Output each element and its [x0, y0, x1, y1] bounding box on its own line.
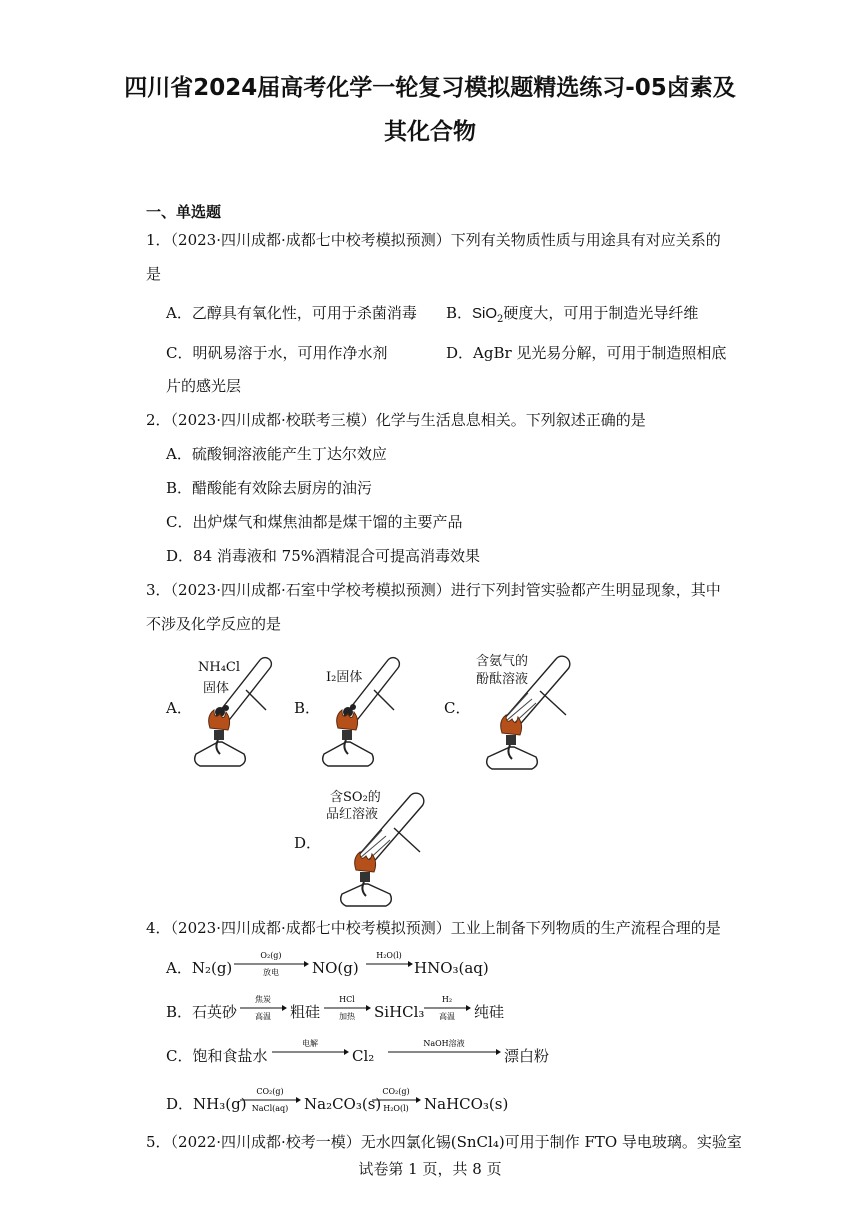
q4-b-arrow2-above: HCl — [339, 995, 355, 1004]
alcohol-lamp — [487, 735, 538, 769]
q4-b-arrow-2 — [322, 992, 372, 1022]
q1-b-formula: SiO — [472, 305, 498, 322]
section-heading: 一、单选题 — [146, 203, 222, 221]
q1-b-sub: 2 — [497, 314, 504, 325]
test-tube — [343, 658, 400, 727]
q4-a-mid: NO(g) — [312, 959, 359, 977]
q2-option-d: D．84 消毒液和 75%酒精混合可提高消毒效果 — [166, 547, 480, 565]
q4-c-end: 漂白粉 — [504, 1047, 550, 1065]
apparatus-a-figure — [180, 650, 280, 770]
q4-a-arrow-1 — [232, 948, 310, 978]
q4-d-arrow2-above: CO₂(g) — [382, 1087, 410, 1096]
q2-option-b: B．醋酸能有效除去厨房的油污 — [166, 479, 373, 497]
q4-a-prefix: A．N₂(g) — [166, 959, 233, 977]
q4-a-arrow2-above: H₂O(l) — [376, 951, 402, 960]
q3-d-label-2: 品红溶液 — [326, 807, 379, 822]
q4-c-prefix: C．饱和食盐水 — [166, 1047, 268, 1065]
q4-b-end: 纯硅 — [474, 1003, 505, 1021]
page-footer: 试卷第 1 页，共 8 页 — [358, 1160, 502, 1178]
q4-b-arrow3-below: 高温 — [439, 1012, 455, 1021]
q4-d-arrow1-above: CO₂(g) — [256, 1087, 284, 1096]
q4-c-arrow-2 — [386, 1036, 502, 1066]
q4-c-arrow2-above: NaOH溶液 — [423, 1039, 465, 1048]
q4-d-end: NaHCO₃(s) — [424, 1095, 509, 1113]
q4-d-mid: Na₂CO₃(s) — [304, 1095, 382, 1113]
q1-stem-line1: 1．（2023·四川成都·成都七中校考模拟预测）下列有关物质性质与用途具有对应关系的 — [146, 231, 721, 249]
q4-c-arrow-1 — [270, 1036, 350, 1066]
q4-b-arrow1-below: 高温 — [255, 1012, 271, 1021]
q4-d-arrow-2 — [370, 1084, 422, 1114]
q2-stem: 2．（2023·四川成都·校联考三模）化学与生活息息相关。下列叙述正确的是 — [146, 411, 646, 429]
q3-option-a-letter: A． — [166, 699, 192, 717]
q4-a-end: HNO₃(aq) — [414, 959, 489, 977]
q3-option-c-letter: C． — [444, 699, 471, 717]
q3-stem-line2: 不涉及化学反应的是 — [146, 615, 282, 633]
flame — [355, 852, 376, 872]
alcohol-lamp — [195, 730, 246, 766]
q4-a-arrow1-below: 放电 — [263, 968, 279, 977]
q3-c-label-1: 含氨气的 — [476, 654, 529, 669]
q3-c-label-2: 酚酞溶液 — [476, 672, 529, 687]
title-line-2: 其化合物 — [384, 119, 476, 145]
q4-a-arrow-2 — [364, 948, 414, 978]
q4-c-arrow1-above: 电解 — [302, 1039, 318, 1048]
q1-b-text: 硬度大，可用于制造光导纤维 — [503, 304, 699, 322]
q3-a-label-1: NH₄Cl — [198, 660, 241, 675]
q1-option-a: A．乙醇具有氧化性，可用于杀菌消毒 — [166, 304, 417, 322]
q1-option-c: C．明矾易溶于水，可用作净水剂 — [166, 344, 388, 362]
q4-b-prefix: B．石英砂 — [166, 1003, 238, 1021]
flame — [501, 715, 522, 735]
apparatus-b-figure — [308, 650, 408, 770]
q1-option-d-line1: D．AgBr 见光易分解，可用于制造照相底 — [446, 344, 727, 362]
q4-c-mid: Cl₂ — [352, 1047, 375, 1065]
alcohol-lamp — [323, 730, 374, 766]
title-line-1: 四川省2024届高考化学一轮复习模拟题精选练习-05卤素及 — [124, 75, 736, 101]
q4-d-prefix: D．NH₃(g) — [166, 1095, 247, 1113]
apparatus-c-figure — [476, 645, 586, 770]
q2-option-a: A．硫酸铜溶液能产生丁达尔效应 — [166, 445, 387, 463]
alcohol-lamp — [341, 872, 392, 906]
q3-option-b-letter: B． — [294, 699, 321, 717]
q4-stem: 4．（2023·四川成都·成都七中校考模拟预测）工业上制备下列物质的生产流程合理的是 — [146, 919, 721, 937]
q2-option-c: C．出炉煤气和煤焦油都是煤干馏的主要产品 — [166, 513, 463, 531]
q4-d-arrow2-below: H₂O(l) — [383, 1104, 409, 1113]
q3-a-label-2: 固体 — [203, 681, 230, 696]
page-title — [90, 66, 770, 154]
q4-b-arrow3-above: H₂ — [441, 995, 453, 1004]
q4-b-mid1: 粗硅 — [290, 1003, 321, 1021]
q3-stem-line1: 3．（2023·四川成都·石室中学校考模拟预测）进行下列封管实验都产生明显现象，其中 — [146, 581, 721, 599]
q1-option-b — [446, 303, 698, 330]
q3-d-label-1: 含SO₂的 — [330, 790, 381, 805]
q4-a-arrow1-above: O₂(g) — [260, 951, 282, 960]
q5-stem: 5．（2022·四川成都·校考一模）无水四氯化锡(SnCl₄)可用于制作 FTO 导电玻璃。实验室 — [146, 1133, 742, 1151]
q4-b-arrow-3 — [422, 992, 472, 1022]
q4-b-arrow1-above: 焦炭 — [255, 995, 271, 1004]
q3-option-d-letter: D． — [294, 834, 322, 852]
q4-d-arrow-1 — [238, 1084, 302, 1114]
q1-b-prefix: B． — [446, 304, 473, 322]
q1-option-d-line2: 片的感光层 — [166, 377, 242, 395]
q3-b-label: I₂固体 — [326, 670, 363, 685]
test-tube — [215, 658, 272, 727]
apparatus-d-figure — [330, 782, 440, 907]
q1-stem-line2: 是 — [146, 265, 162, 283]
q4-b-arrow-1 — [238, 992, 288, 1022]
q4-d-arrow1-below: NaCl(aq) — [251, 1104, 289, 1113]
q4-b-mid2: SiHCl₃ — [374, 1003, 425, 1021]
q4-b-arrow2-below: 加热 — [339, 1012, 355, 1021]
